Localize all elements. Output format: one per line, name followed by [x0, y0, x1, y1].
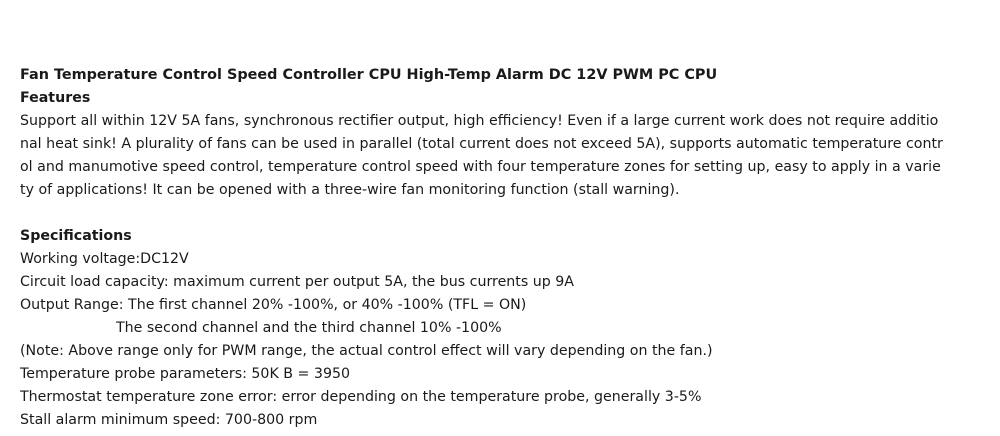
features-paragraph: Support all within 12V 5A fans, synchronous rectifier output, high efficiency! Even if a large current work does not require additio nal heat sink! A plurality of fans can be used in parallel (total current does not exceed 5A), supports automatic temperature contr ol and manumotive speed control, temperature control speed with four temperature zones for setting up, easy to apply in a varie ty of applications! It can be opened with a three-wire fan monitoring function (stall warning). [20, 113, 943, 198]
spec-working-voltage: Working voltage:DC12V [20, 251, 189, 267]
section-spacer [20, 202, 980, 225]
product-description [20, 64, 980, 432]
spec-zone-error: Thermostat temperature zone error: error depending on the temperature probe, generally 3-5% [20, 389, 702, 405]
spec-output-range-second: The second channel and the third channel 10% -100% [116, 320, 502, 336]
spec-circuit-load: Circuit load capacity: maximum current per output 5A, the bus currents up 9A [20, 274, 574, 290]
spec-stall-speed: Stall alarm minimum speed: 700-800 rpm [20, 412, 318, 428]
features-heading: Features [20, 90, 91, 106]
spec-output-range-first: Output Range: The first channel 20% -100%, or 40% -100% (TFL = ON) [20, 297, 527, 313]
spec-probe-parameters: Temperature probe parameters: 50K B = 3950 [20, 366, 351, 382]
spec-note: (Note: Above range only for PWM range, the actual control effect will vary depending on the fan.) [20, 343, 713, 359]
specifications-heading: Specifications [20, 228, 132, 244]
page-title: Fan Temperature Control Speed Controller CPU High-Temp Alarm DC 12V PWM PC CPU [20, 67, 718, 83]
